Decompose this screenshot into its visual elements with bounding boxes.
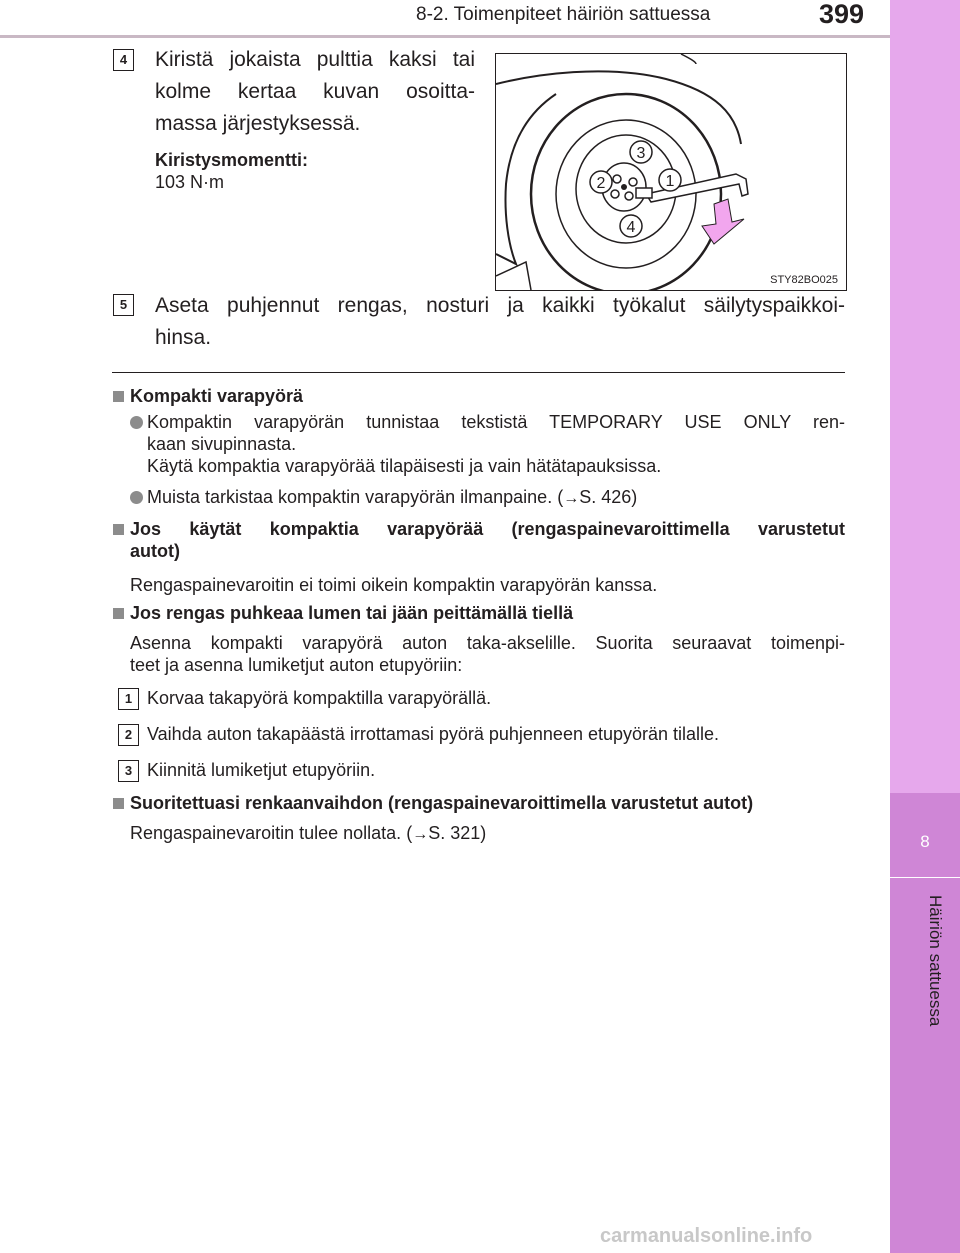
snow-step-1-text: Korvaa takapyörä kompaktilla varapyörällä.	[147, 688, 492, 708]
svg-text:1: 1	[665, 173, 675, 190]
page-ref-arrow-icon: →	[412, 826, 429, 843]
chapter-number: 8	[920, 832, 930, 851]
section-bullet	[113, 524, 124, 535]
after-change-body	[130, 822, 486, 846]
step-4-line-3: massa järjestyksessä.	[155, 112, 361, 135]
step-5-line-1: Aseta puhjennut rengas, nosturi ja kaikki työkalut säilytyspaikkoi-	[155, 294, 845, 317]
compact-spare-bullet-2	[147, 486, 637, 510]
compact-spare-heading: Kompakti varapyörä	[130, 386, 304, 406]
page-number: 399	[819, 0, 865, 29]
callout-1	[659, 169, 681, 191]
section-title: 8-2. Toimenpiteet häiriön sattuessa	[416, 4, 711, 25]
page-ref-321[interactable]: S. 321)	[428, 823, 487, 843]
snow-step-number-1: 1	[118, 688, 139, 710]
svg-text:4: 4	[626, 219, 636, 236]
snow-step-2-text: Vaihda auton takapäästä irrottamasi pyörä puhjenneen etupyörän tilalle.	[147, 724, 720, 744]
figure-code: STY82BO025	[770, 274, 838, 286]
compact-spare-bullet-1-line-1: Kompaktin varapyörän tunnistaa tekstistä TEMPORARY USE ONLY ren-	[147, 412, 845, 432]
chapter-tab-divider	[890, 877, 960, 878]
snow-step-number-2: 2	[118, 724, 139, 746]
torque-value: 103 N·m	[155, 172, 225, 192]
torque-label: Kiristysmomentti:	[155, 150, 309, 170]
tpms-spare-heading-line-1: Jos käytät kompaktia varapyörää (rengaspainevaroittimella varustetut	[130, 519, 845, 539]
snow-step-3-text: Kiinnitä lumiketjut etupyöriin.	[147, 760, 376, 780]
tpms-spare-heading-line-2: autot)	[130, 541, 180, 561]
snow-heading: Jos rengas puhkeaa lumen tai jään peittämällä tiellä	[130, 603, 574, 623]
after-change-heading: Suoritettuasi renkaanvaihdon (rengaspainevaroittimella varustetut autot)	[130, 793, 754, 813]
compact-spare-bullet-1-line-3: Käytä kompaktia varapyörää tilapäisesti ja vain hätätapauksissa.	[147, 456, 662, 476]
page-ref-426[interactable]: S. 426)	[579, 487, 638, 507]
page-ref-arrow-icon: →	[563, 490, 580, 507]
list-bullet	[130, 491, 143, 504]
snow-step-number-3: 3	[118, 760, 139, 782]
step-number-5: 5	[113, 294, 134, 316]
header-rule	[0, 35, 890, 38]
svg-text:3: 3	[636, 145, 646, 162]
tpms-spare-body: Rengaspainevaroitin ei toimi oikein kompaktin varapyörän kanssa.	[130, 575, 658, 595]
step-5-line-2: hinsa.	[155, 326, 212, 349]
pressure-check-text: Muista tarkistaa kompaktin varapyörän ilmanpaine. (	[147, 487, 564, 507]
section-bullet	[113, 391, 124, 402]
tpms-reset-text: Rengaspainevaroitin tulee nollata. (	[130, 823, 413, 843]
section-bullet	[113, 608, 124, 619]
chapter-title: Häiriön sattuessa	[926, 895, 945, 1027]
callout-4	[620, 215, 642, 237]
wheel-nut-tightening-diagram	[496, 54, 846, 290]
snow-body-line-2: teet ja asenna lumiketjut auton etupyöriin:	[130, 655, 463, 675]
step-number-4: 4	[113, 49, 134, 71]
section-divider	[112, 372, 845, 373]
step-4-line-1: Kiristä jokaista pulttia kaksi tai	[155, 48, 475, 71]
compact-spare-bullet-1-line-2: kaan sivupinnasta.	[147, 434, 297, 454]
svg-text:2: 2	[596, 175, 606, 192]
watermark: carmanualsonline.info	[600, 1225, 813, 1247]
section-bullet	[113, 798, 124, 809]
snow-body-line-1: Asenna kompakti varapyörä auton taka-akselille. Suorita seuraavat toimenpi-	[130, 633, 845, 653]
callout-2	[590, 171, 612, 193]
callout-3	[630, 141, 652, 163]
step-4-line-2: kolme kertaa kuvan osoitta-	[155, 80, 475, 103]
list-bullet	[130, 416, 143, 429]
wheel-illustration	[495, 53, 847, 291]
